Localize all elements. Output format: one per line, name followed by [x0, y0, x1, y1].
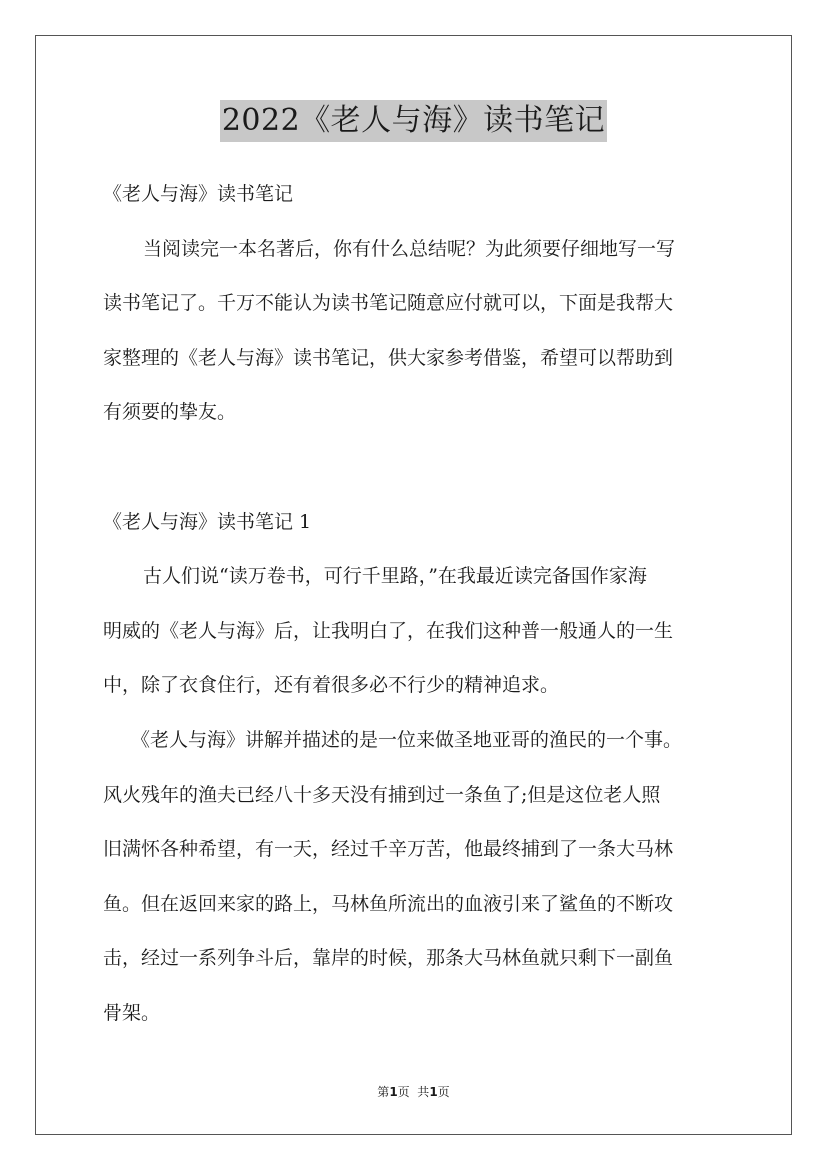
- title-wrap: [0, 100, 827, 142]
- document-body: [103, 171, 733, 1045]
- footer-suffix: 页: [437, 1085, 450, 1099]
- paragraph-line: 读书笔记了。千万不能认为读书笔记随意应付就可以，下面是我帮大: [103, 292, 674, 315]
- paragraph-line: 明威的《老人与海》后，让我明白了，在我们这种普一般通人的一生: [103, 619, 674, 642]
- document-title: 2022《老人与海》读书笔记: [220, 100, 607, 142]
- paragraph-line: 鱼。但在返回来家的路上，马林鱼所流出的血液引来了鲨鱼的不断攻: [103, 892, 674, 915]
- paragraph-line: 当阅读完一本名著后，你有什么总结呢？为此须要仔细地写一写: [143, 237, 676, 260]
- paragraph-line: 有须要的挚友。: [103, 401, 237, 424]
- paragraph-line: 家整理的《老人与海》读书笔记，供大家参考借鉴，希望可以帮助到: [103, 346, 674, 369]
- paragraph-line: 击，经过一系列争斗后，靠岸的时候，那条大马林鱼就只剩下一副鱼: [103, 947, 674, 970]
- section-heading: 《老人与海》读书笔记: [103, 183, 294, 205]
- section-heading: 《老人与海》读书笔记 1: [103, 510, 312, 533]
- paragraph-line: 《老人与海》讲解并描述的是一位来做圣地亚哥的渔民的一个事。: [131, 728, 683, 751]
- paragraph-line: 风火残年的渔夫已经八十多天没有捕到过一条鱼了;但是这位老人照: [103, 783, 661, 806]
- footer-total-pages: 1: [429, 1085, 438, 1099]
- paragraph-line: 旧满怀各种希望，有一天，经过千辛万苦，他最终捕到了一条大马林: [103, 838, 674, 861]
- paragraph-line: 中，除了衣食住行，还有着很多必不行少的精神追求。: [103, 674, 560, 697]
- footer-page-number: 1: [389, 1085, 398, 1099]
- page-footer: [0, 1083, 827, 1100]
- blank-line: [103, 444, 733, 499]
- footer-mid: 页 共: [397, 1085, 430, 1099]
- footer-prefix: 第: [377, 1085, 390, 1099]
- paragraph-line: 骨架。: [103, 1001, 161, 1024]
- paragraph-line: 古人们说“读万卷书，可行千里路，”在我最近读完备国作家海: [143, 565, 647, 588]
